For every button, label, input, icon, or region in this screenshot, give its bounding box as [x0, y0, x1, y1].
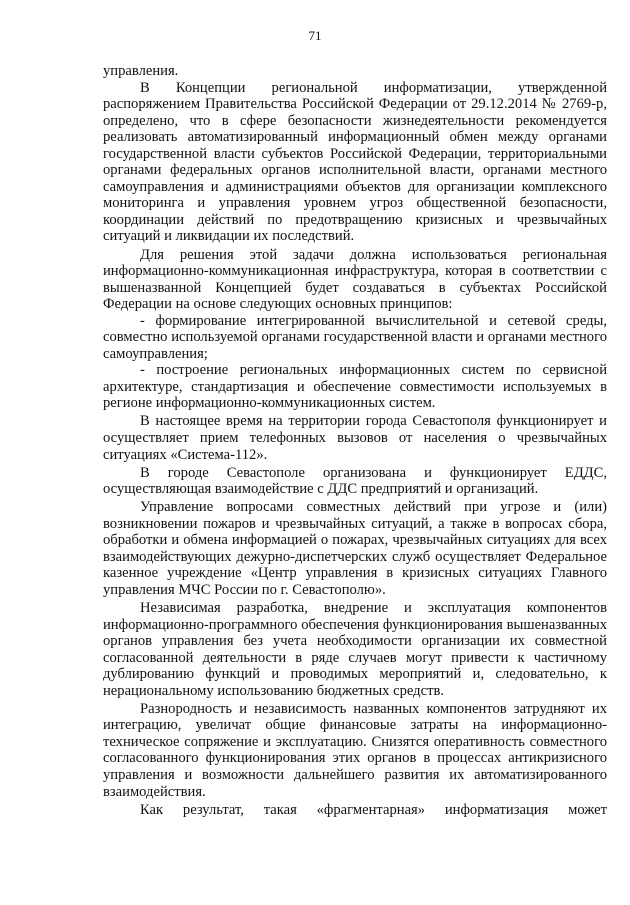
- paragraph: Для решения этой задачи должна использоваться региональная информационно-коммуникационная инфраструктура, которая в соответствии с вышеназванной Концепцией будет создаваться в субъектах Российской Федерации на основе следующих основных принципов:: [103, 246, 607, 313]
- paragraph: Управление вопросами совместных действий при угрозе и (или) возникновении пожаров и чрезвычайных ситуаций, а также в вопросах сбора, обработки и обмена информацией о пожарах, чрезвычайных ситуациях для всех взаимодействующих дежурно-диспетчерских служб осуществляет Федеральное казенное учреждение «Центр управления в кризисных ситуациях Главного управления МЧС России по г. Севастополю».: [103, 499, 607, 598]
- paragraph: В настоящее время на территории города Севастополя функционирует и осуществляет прием телефонных вызовов от населения о чрезвычайных ситуациях «Система-112».: [103, 413, 607, 463]
- list-item: - построение региональных информационных систем по сервисной архитектуре, стандартизация и обеспечение совместимости используемых в регионе информационно-коммуникационных систем.: [103, 362, 607, 412]
- paragraph: Разнородность и независимость названных компонентов затрудняют их интеграцию, увеличат общие финансовые затраты на информационно-техническое сопряжение и эксплуатацию. Снизятся оперативность совместного согласованного функционирования этих органов в процессах антикризисного управления и возможности дальнейшего развития их автоматизированного взаимодействия.: [103, 700, 607, 800]
- list-item: - формирование интегрированной вычислительной и сетевой среды, совместно используемой органами государственной власти и органами местного самоуправления;: [103, 312, 607, 362]
- paragraph: управления.: [103, 63, 179, 79]
- document-body: [103, 63, 607, 818]
- paragraph: Как результат, такая «фрагментарная» информатизация может: [140, 801, 607, 818]
- paragraph: В городе Севастополе организована и функционирует ЕДДС, осуществляющая взаимодействие с ДДС предприятий и организаций.: [103, 464, 607, 498]
- paragraph: В Концепции региональной информатизации, утвержденной распоряжением Правительства Российской Федерации от 29.12.2014 № 2769-р, определено, что в сфере безопасности жизнедеятельности рекомендуется реализовать автоматизированный информационный обмен между органами государственной власти субъектов Российской Федерации, территориальными органами федеральных органов исполнительной власти, органами местного самоуправления и администрациями объектов для организации комплексного мониторинга и управления уровнем угроз общественной безопасности, координации действий по предотвращению кризисных и чрезвычайных ситуаций и ликвидации их последствий.: [103, 79, 607, 245]
- paragraph: Независимая разработка, внедрение и эксплуатация компонентов информационно-программного обеспечения функционирования вышеназванных органов управления без учета необходимости организации их совместной согласованной деятельности в ряде случаев могут привести к частичному дублированию функций и проводимых мероприятий и, следовательно, к нерациональному использованию бюджетных средств.: [103, 600, 607, 699]
- page-number: 71: [308, 28, 322, 43]
